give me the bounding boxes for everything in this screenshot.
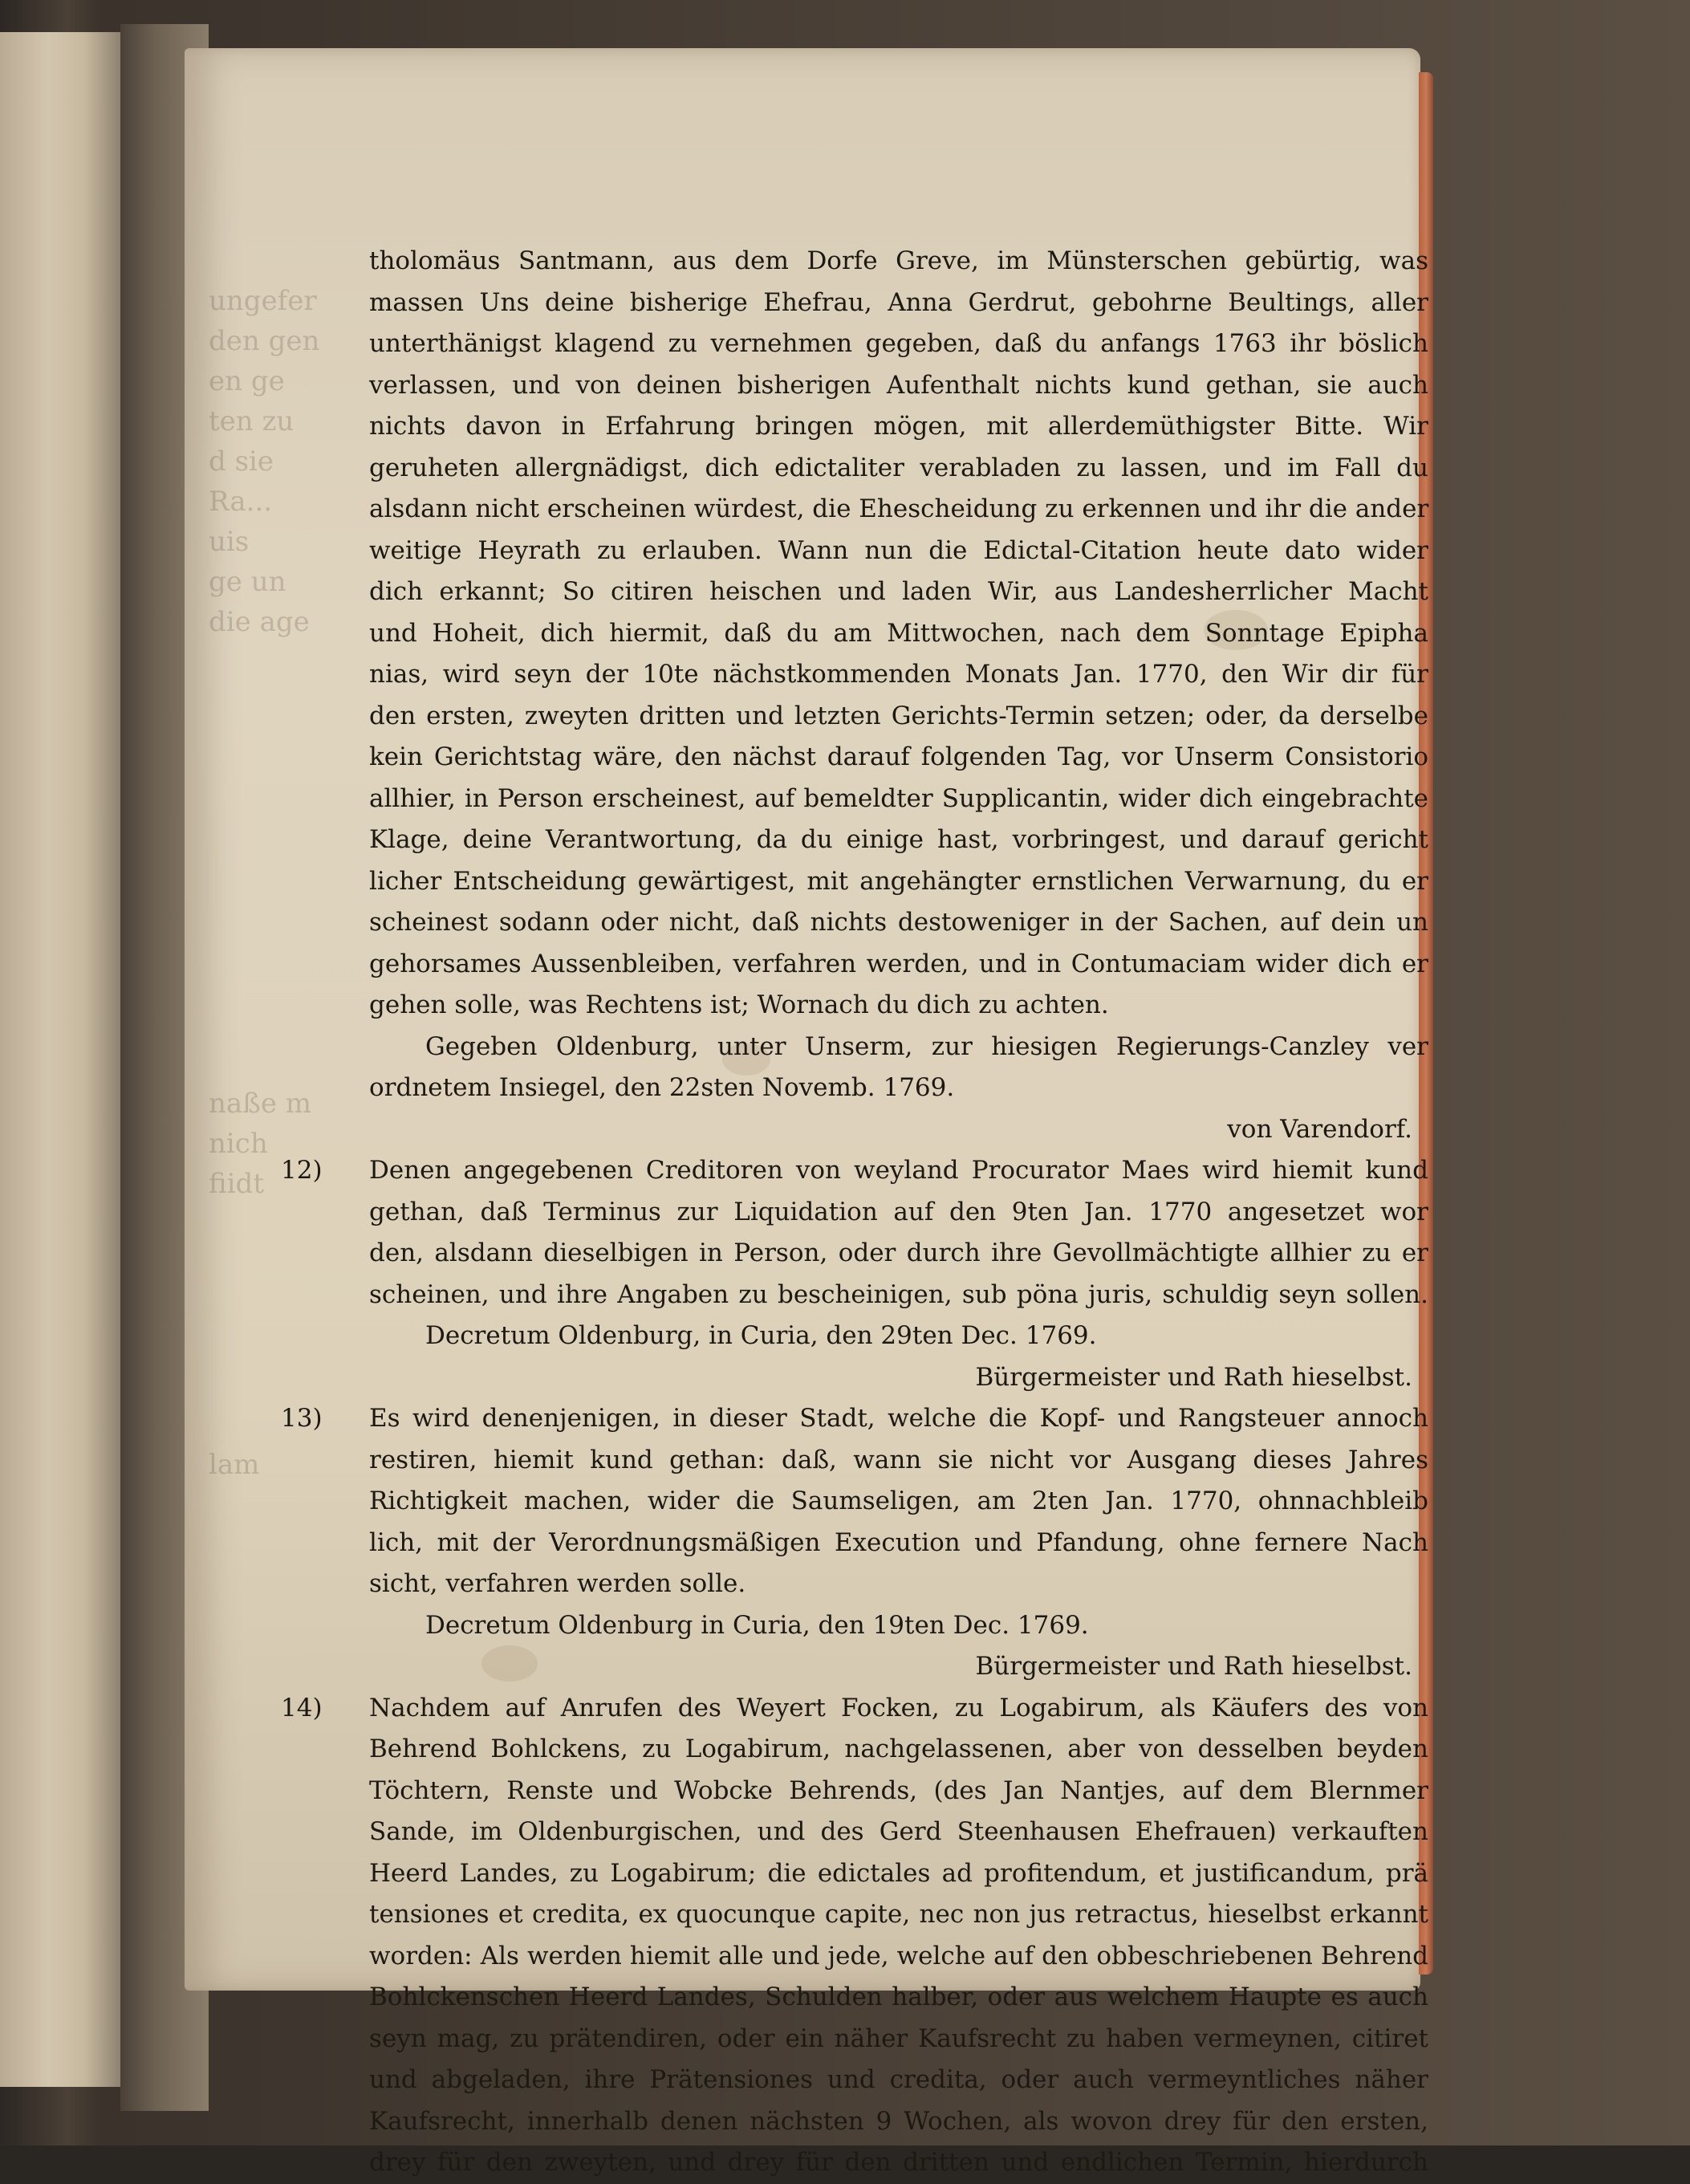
item-number: 12) <box>281 1156 323 1185</box>
bleed-line <box>209 763 361 803</box>
bleed-line <box>209 722 361 763</box>
left-page-edge <box>0 32 120 2087</box>
text-line: gehorsames Aussenbleiben, verfahren werden, und in Contumaciam wider dich er <box>369 949 1428 978</box>
text-line: Töchtern, Renste und Wobcke Behrends, (des Jan Nantjes, auf dem Blernmer <box>369 1775 1428 1805</box>
bleed-line: naße m <box>209 1088 312 1120</box>
text-line: Richtigkeit machen, wider die Saumseligen, am 2ten Jan. 1770, ohnnachbleib <box>369 1487 1428 1515</box>
text-line: dich erkannt; So citiren heischen und laden Wir, aus Landesherrlicher Macht <box>369 577 1428 606</box>
bleed-line <box>209 1244 361 1284</box>
signature-varendorf: von Varendorf. <box>1227 1114 1412 1144</box>
item-13-signature: Bürgermeister und Rath hieselbst. <box>975 1652 1412 1681</box>
bleed-through-text <box>209 281 361 1485</box>
item-13-text <box>369 1398 1428 1605</box>
text-line: lich, mit der Verordnungsmäßigen Execution und Pfandung, ohne fernere Nach <box>369 1527 1428 1557</box>
text-line: verlassen, und von deinen bisherigen Aufenthalt nichts kund gethan, sie auch <box>369 370 1428 400</box>
text-line: scheinen, und ihre Angaben zu bescheinigen, sub pöna juris, schuldig seyn sollen. <box>369 1279 1428 1309</box>
bleed-line: nich <box>209 1128 268 1160</box>
bleed-line: uis <box>209 526 250 558</box>
given-statement <box>369 1027 1428 1109</box>
bleed-line <box>209 883 361 923</box>
item-14 <box>281 1688 1428 2184</box>
text-line: und Hoheit, dich hiermit, daß du am Mittwochen, nach dem Sonntage Epipha <box>369 618 1428 648</box>
item-14-text <box>369 1688 1428 2184</box>
item-number: 13) <box>281 1404 323 1433</box>
text-line: weitige Heyrath zu erlauben. Wann nun die Edictal-Citation heute dato wider <box>369 535 1428 565</box>
text-line: ordnetem Insiegel, den 22sten Novemb. 1769. <box>369 1073 955 1102</box>
text-line: nias, wird seyn der 10te nächstkommenden Monats Jan. 1770, den Wir dir für <box>369 660 1428 689</box>
text-line: geruheten allergnädigst, dich edictaliter verabladen zu lassen, und im Fall du <box>369 453 1428 482</box>
text-line: kein Gerichtstag wäre, den nächst darauf folgenden Tag, vor Unserm Consistorio <box>369 742 1428 771</box>
text-line: tholomäus Santmann, aus dem Dorfe Greve, im Münsterschen gebürtig, was <box>369 246 1428 275</box>
bleed-line: fiidt <box>209 1168 264 1200</box>
bleed-line <box>209 1284 361 1324</box>
bleed-line: ten zu <box>209 405 295 437</box>
text-line: alsdann nicht erscheinen würdest, die Ehescheidung zu erkennen und ihr die ander <box>369 494 1429 523</box>
bleed-line <box>209 1003 361 1043</box>
text-line: unterthänigst klagend zu vernehmen gegeben, daß du anfangs 1763 ihr böslich <box>369 329 1428 358</box>
bleed-line <box>209 1204 361 1244</box>
text-line: Gegeben Oldenburg, unter Unserm, zur hiesigen Regierungs-Canzley ver <box>425 1031 1428 1061</box>
bleed-line: ungefer <box>209 285 317 317</box>
text-line: allhier, in Person erscheinest, auf bemeldter Supplicantin, wider dich eingebrachte <box>369 783 1428 813</box>
item-12 <box>281 1150 1428 1398</box>
citation-block <box>369 241 1428 1027</box>
item-13-decree: Decretum Oldenburg in Curia, den 19ten Dec. 1769. <box>425 1610 1089 1640</box>
bleed-line: die age <box>209 606 310 638</box>
text-line: Behrend Bohlckens, zu Logabirum, nachgelassenen, aber von desselben beyden <box>369 1735 1428 1763</box>
bleed-line <box>209 1043 361 1084</box>
text-line: scheinest sodann oder nicht, daß nichts destoweniger in der Sachen, auf dein un <box>369 908 1428 937</box>
bleed-line: den gen <box>209 325 320 357</box>
text-line: gethan, daß Terminus zur Liquidation auf den 9ten Jan. 1770 angesetzet wor <box>369 1197 1428 1226</box>
text-line: seyn mag, zu prätendiren, oder ein näher Kaufsrecht zu haben vermeynen, citiret <box>369 2023 1428 2053</box>
text-line: drey für den zweyten, und drey für den dritten und endlichen Termin, hierdurch <box>369 2148 1428 2177</box>
document-text <box>281 241 1429 2184</box>
text-line: tensiones et credita, ex quocunque capite, nec non jus retractus, hieselbst erkannt <box>369 1900 1428 1929</box>
text-line: Es wird denenjenigen, in dieser Stadt, welche die Kopf- und Rangsteuer annoch <box>369 1404 1428 1433</box>
item-number: 14) <box>281 1693 323 1722</box>
text-line: worden: Als werden hiemit alle und jede, welche auf den obbeschriebenen Behrend <box>369 1941 1428 1970</box>
text-line: Bohlckenschen Heerd Landes, Schulden halber, oder aus welchem Haupte es auch <box>369 1983 1428 2011</box>
bleed-line: en ge <box>209 365 285 397</box>
bleed-line <box>209 843 361 883</box>
text-line: Denen angegebenen Creditoren von weyland Procurator Maes wird hiemit kund <box>369 1156 1428 1185</box>
bleed-line: d sie <box>209 445 274 478</box>
text-line: Nachdem auf Anrufen des Weyert Focken, zu Logabirum, als Käufers des von <box>369 1693 1428 1722</box>
text-line: nichts davon in Erfahrung bringen mögen, mit allerdemüthigster Bitte. Wir <box>369 412 1428 441</box>
item-12-text <box>369 1150 1428 1316</box>
item-13 <box>281 1398 1428 1688</box>
bleed-line <box>209 1324 361 1364</box>
bleed-line <box>209 963 361 1003</box>
text-line: Sande, im Oldenburgischen, und des Gerd Steenhausen Ehefrauen) verkauften <box>369 1817 1428 1846</box>
text-line: gehen solle, was Rechtens ist; Wornach du dich zu achten. <box>369 990 1109 1019</box>
bleed-line <box>209 803 361 843</box>
text-line: und abgeladen, ihre Prätensiones und credita, oder auch vermeyntliches näher <box>369 2065 1428 2094</box>
text-line: massen Uns deine bisherige Ehefrau, Anna Gerdrut, gebohrne Beultings, aller <box>369 287 1428 317</box>
text-line: restiren, hiemit kund gethan: daß, wann sie nicht vor Ausgang dieses Jahres <box>369 1445 1428 1474</box>
text-line: den ersten, zweyten dritten und letzten Gerichts-Termin setzen; oder, da derselbe <box>369 701 1428 730</box>
text-line: den, alsdann dieselbigen in Person, oder durch ihre Gevollmächtigte allhier zu er <box>369 1238 1428 1267</box>
text-line: Heerd Landes, zu Logabirum; die edictales ad profitendum, et justificandum, prä <box>369 1858 1428 1888</box>
item-12-signature: Bürgermeister und Rath hieselbst. <box>975 1362 1412 1392</box>
text-line: Kaufsrecht, innerhalb denen nächsten 9 Wochen, als wovon drey für den ersten, <box>369 2106 1428 2136</box>
bleed-line: ge un <box>209 566 286 598</box>
bleed-line: Ra... <box>209 486 273 518</box>
bleed-line <box>209 682 361 722</box>
item-12-decree: Decretum Oldenburg, in Curia, den 29ten Dec. 1769. <box>425 1321 1097 1350</box>
text-line: sicht, verfahren werden solle. <box>369 1569 746 1598</box>
bleed-line: lam <box>209 1449 260 1481</box>
text-line: licher Entscheidung gewärtigest, mit angehängter ernstlichen Verwarnung, du er <box>369 866 1428 896</box>
bleed-line <box>209 642 361 682</box>
bleed-line <box>209 923 361 963</box>
text-line: Klage, deine Verantwortung, da du einige hast, vorbringest, und darauf gericht <box>369 825 1428 854</box>
